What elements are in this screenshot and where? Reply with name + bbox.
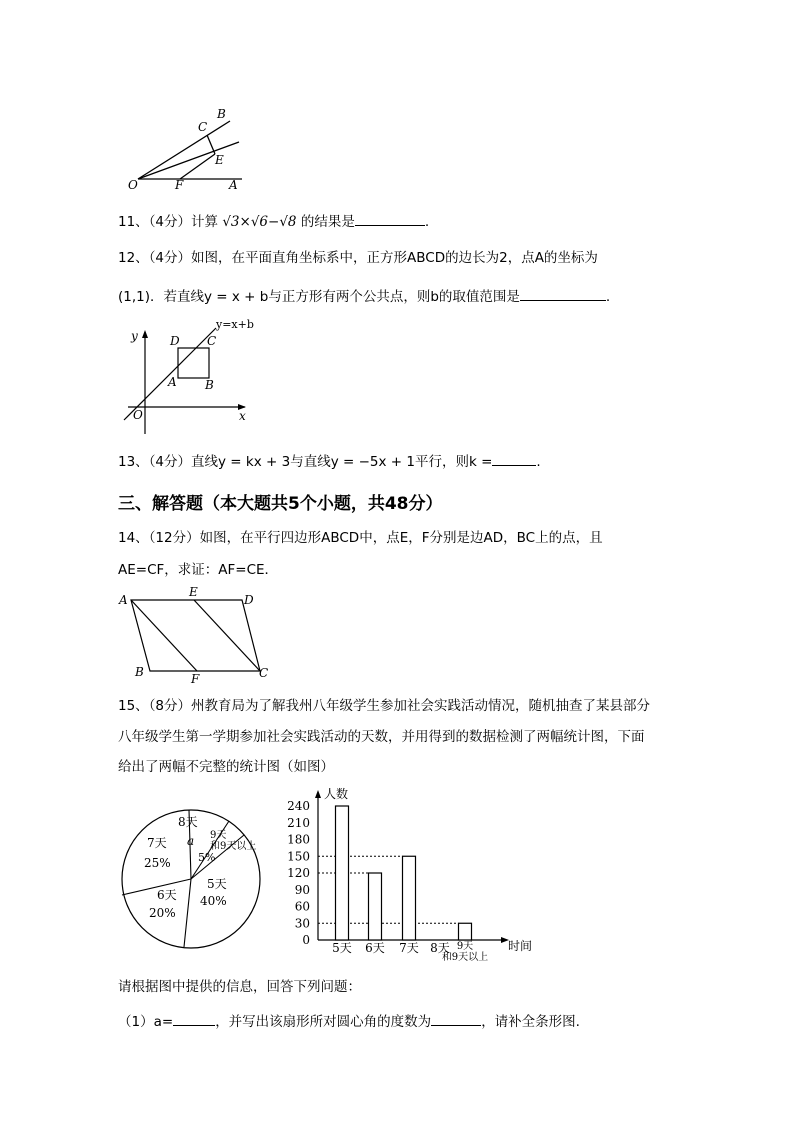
q13-text: 直线y = kx + 3与直线y = −5x + 1平行，则k = xyxy=(191,454,493,470)
q15-number: 15、 xyxy=(118,698,149,714)
label-b: B xyxy=(217,107,226,121)
q13-score: （4分） xyxy=(148,454,192,470)
segment-ce xyxy=(207,135,215,154)
y-tick-label: 30 xyxy=(294,916,310,931)
q12-end: . xyxy=(605,289,611,305)
question-11 xyxy=(118,211,429,231)
q15-text1: 州教育局为了解我州八年级学生参加社会实践活动情况，随机抽查了某县部分 xyxy=(191,698,651,714)
q15-sub1-a: （1）a= xyxy=(118,1014,174,1030)
point-a-label: A xyxy=(168,375,177,389)
q14-number: 14、 xyxy=(118,530,149,546)
x-tick-label-line2: 和9天以上 xyxy=(441,952,489,963)
q11-prefix: 计算 xyxy=(191,214,219,230)
question-15-line2 xyxy=(118,728,645,746)
origin-label: O xyxy=(133,408,143,422)
bar xyxy=(336,806,349,940)
q13-end: . xyxy=(536,454,541,470)
question-15-line1 xyxy=(118,697,650,715)
y-axis-label: y xyxy=(131,329,138,343)
x-tick-label: 9天 xyxy=(456,941,474,952)
q11-suffix: 的结果是 xyxy=(300,214,355,230)
segment-ec xyxy=(194,600,260,671)
bar-y-axis-arrow-icon xyxy=(315,790,321,798)
coordinate-figure xyxy=(118,318,258,438)
pie-label-9: 9天 xyxy=(210,830,227,841)
bar xyxy=(403,856,416,940)
point-c-label: C xyxy=(207,334,217,348)
q12-text1: 如图，在平面直角坐标系中，正方形ABCD的边长为2，点A的坐标为 xyxy=(191,250,598,266)
q15-text2: 八年级学生第一学期参加社会实践活动的天数，并用得到的数据检测了两幅统计图，下面 xyxy=(118,729,645,745)
x-tick-label: 5天 xyxy=(332,941,352,955)
q15-a-blank[interactable] xyxy=(173,1011,215,1026)
pie-label-8: 8天 xyxy=(178,815,198,829)
y-tick-label: 240 xyxy=(287,799,310,813)
q15-sub1-c: ，请补全条形图. xyxy=(481,1014,580,1030)
q15-sub1-b: ，并写出该扇形所对圆心角的度数为 xyxy=(215,1014,432,1030)
x-axis-label: x xyxy=(239,409,246,423)
question-13 xyxy=(118,451,541,471)
q14-text2: AE=CF，求证：AF=CE． xyxy=(118,562,279,578)
square-abcd xyxy=(178,348,209,378)
bar-y-axis-title: 人数 xyxy=(324,787,349,801)
q15-text3: 给出了两幅不完整的统计图（如图） xyxy=(118,759,334,775)
x-tick-label: 6天 xyxy=(365,941,385,955)
q11-number: 11、 xyxy=(118,214,149,230)
y-tick-label: 150 xyxy=(287,849,310,864)
pie-label-6-percent: 20% xyxy=(149,906,176,920)
question-15-sub1 xyxy=(118,1011,580,1031)
pie-label-7-percent: 25% xyxy=(144,856,171,870)
question-12-line1 xyxy=(118,249,598,267)
bar xyxy=(459,923,472,940)
question-14-line2 xyxy=(118,561,278,579)
x-tick-label: 7天 xyxy=(399,941,419,955)
y-tick-label: 60 xyxy=(294,899,310,914)
bar-x-axis-title: 时间 xyxy=(508,939,533,953)
x-tick-label: 8天 xyxy=(430,941,450,955)
pg-label-d: D xyxy=(244,593,254,607)
pie-label-9-extra: 和9天以上 xyxy=(210,841,257,852)
q13-answer-blank[interactable] xyxy=(492,451,536,466)
section-heading: 三、解答题（本大题共5个小题，共48分） xyxy=(118,494,443,514)
question-15-line3 xyxy=(118,758,334,776)
q12-number: 12、 xyxy=(118,250,149,266)
y-tick-label: 120 xyxy=(287,866,310,880)
bar xyxy=(369,873,382,940)
pie-label-6: 6天 xyxy=(157,888,177,902)
q15-angle-blank[interactable] xyxy=(431,1011,481,1026)
point-b-label: B xyxy=(205,378,214,392)
parallelogram-figure xyxy=(114,585,274,685)
pie-label-8-percent: a xyxy=(187,834,195,848)
q14-score: （12分） xyxy=(148,530,200,546)
pie-label-5-percent: 40% xyxy=(200,894,227,908)
q12-score: （4分） xyxy=(148,250,192,266)
q11-end: . xyxy=(424,214,430,230)
pg-label-f: F xyxy=(191,672,200,685)
pie-label-7: 7天 xyxy=(147,836,167,850)
q11-score: （4分） xyxy=(148,214,192,230)
label-c: C xyxy=(198,120,208,134)
q15-score: （8分） xyxy=(148,698,192,714)
y-tick-label: 180 xyxy=(287,832,310,847)
y-tick-label: 90 xyxy=(294,882,310,897)
pg-label-a: A xyxy=(119,593,128,607)
question-15-prompt: 请根据图中提供的信息，回答下列问题： xyxy=(118,979,361,995)
question-12-line2 xyxy=(118,286,610,306)
label-e: E xyxy=(215,153,224,167)
label-a: A xyxy=(229,178,238,192)
y-tick-label: 210 xyxy=(287,815,310,830)
label-f: F xyxy=(175,178,184,192)
q11-expression: √3×√6−√8 xyxy=(222,214,297,230)
q12-answer-blank[interactable] xyxy=(520,286,606,301)
bar-chart xyxy=(280,782,540,972)
pg-label-e: E xyxy=(189,585,198,599)
q12-text2: (1,1)．若直线y = x + b与正方形有两个公共点，则b的取值范围是 xyxy=(118,289,520,305)
pie-chart xyxy=(116,807,276,957)
angle-figure xyxy=(118,102,250,192)
line-label: y=x+b xyxy=(216,318,254,331)
pie-label-9-percent: 5% xyxy=(198,851,216,864)
q11-answer-blank[interactable] xyxy=(355,211,425,226)
y-axis-arrow-icon xyxy=(142,330,148,338)
y-tick-label: 0 xyxy=(302,933,310,947)
pie-label-5: 5天 xyxy=(207,877,227,891)
question-14-line1 xyxy=(118,529,603,547)
q14-text1: 如图，在平行四边形ABCD中，点E，F分别是边AD，BC上的点，且 xyxy=(199,530,603,546)
point-d-label: D xyxy=(170,334,180,348)
pg-label-c: C xyxy=(259,666,269,680)
pg-label-b: B xyxy=(135,665,144,679)
parallelogram-abcd xyxy=(131,600,260,671)
pie-divider-bottom xyxy=(184,879,191,947)
q13-number: 13、 xyxy=(118,454,149,470)
label-o: O xyxy=(128,178,138,192)
